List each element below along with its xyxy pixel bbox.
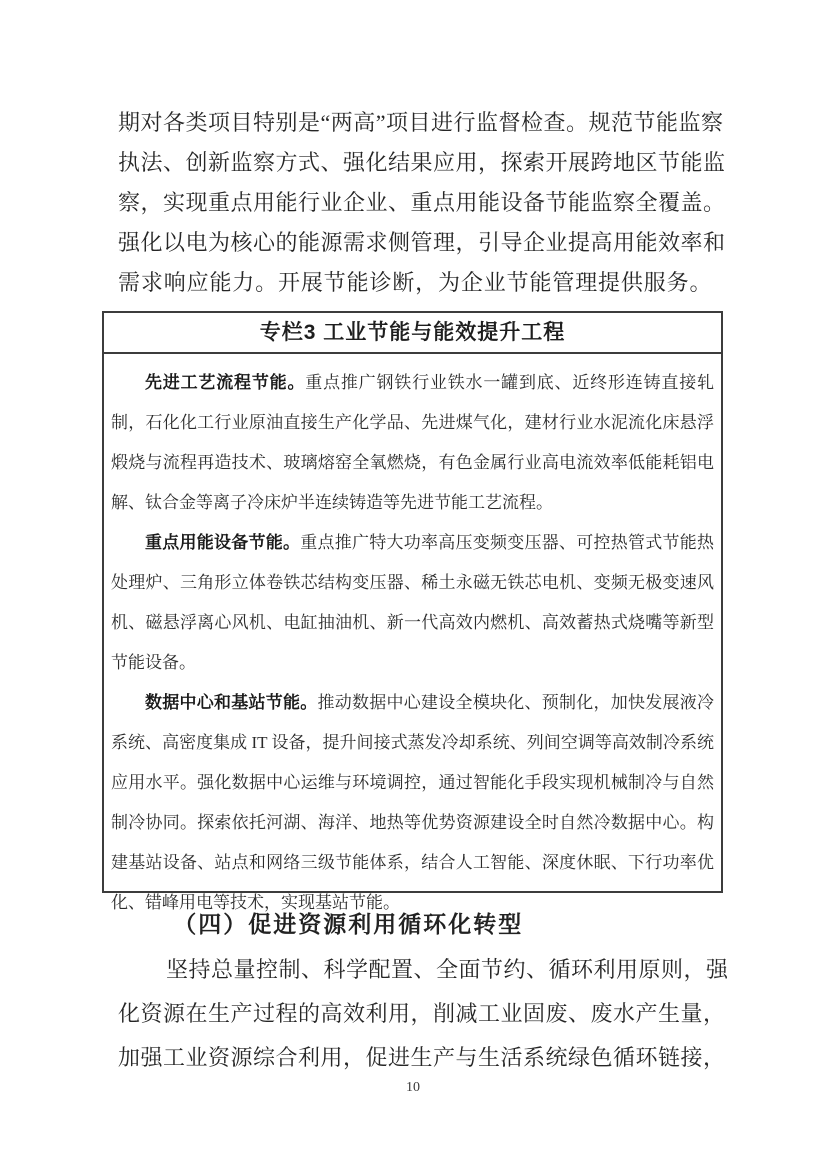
box-paragraph-key-equipment bbox=[111, 523, 714, 683]
text-line: 坚持总量控制、科学配置、全面节约、循环利用原则，强 bbox=[166, 957, 729, 982]
text-line: 察，实现重点用能行业企业、重点用能设备节能监察全覆盖。 bbox=[118, 190, 726, 215]
column-box-3 bbox=[102, 311, 723, 912]
text-line: 执法、创新监察方式、强化结果应用，探索开展跨地区节能监 bbox=[118, 150, 726, 175]
box-paragraph-datacenter-basestation bbox=[111, 683, 714, 923]
section-body-paragraph bbox=[118, 948, 729, 1080]
section-heading: （四）促进资源利用循环化转型 bbox=[173, 912, 524, 937]
box-paragraph-advanced-process bbox=[111, 363, 714, 523]
intro-paragraph bbox=[118, 103, 726, 303]
text-line: 需求响应能力。开展节能诊断，为企业节能管理提供服务。 bbox=[118, 270, 712, 295]
paragraph-lead: 先进工艺流程节能。 bbox=[145, 373, 306, 392]
page-number: 10 bbox=[406, 1080, 420, 1095]
column-box-body bbox=[104, 354, 721, 923]
text-line: 期对各类项目特别是“两高”项目进行监督检查。规范节能监察 bbox=[118, 110, 724, 135]
paragraph-text: 推动数据中心建设全模块化、预制化，加快发展液冷系统、高密度集成 IT 设备，提升间接式蒸发冷却系统、列间空调等高效制冷系统应用水平。强化数据中心运维与环境调控，通过智能化手段实现机械制冷与自然制冷协同。探索依托河湖、海洋、地热等优势资源建设全时自然冷数据中心。构建基站设备、站点和网络三级节能体系，结合人工智能、深度休眠、下行功率优化、错峰用电等技术，实现基站节能。 bbox=[111, 693, 714, 912]
paragraph-text: 重点推广特大功率高压变频变压器、可控热管式节能热处理炉、三角形立体卷铁芯结构变压器、稀土永磁无铁芯电机、变频无极变速风机、磁悬浮离心风机、电缸抽油机、新一代高效内燃机、高效蓄热式烧嘴等新型节能设备。 bbox=[111, 533, 714, 672]
paragraph-lead: 重点用能设备节能。 bbox=[145, 533, 301, 552]
paragraph-lead: 数据中心和基站节能。 bbox=[145, 693, 318, 712]
text-line: 加强工业资源综合利用，促进生产与生活系统绿色循环链接， bbox=[118, 1045, 726, 1070]
column-box-title: 专栏3 工业节能与能效提升工程 bbox=[104, 313, 721, 354]
text-line: 强化以电为核心的能源需求侧管理，引导企业提高用能效率和 bbox=[118, 230, 726, 255]
paragraph-text: 重点推广钢铁行业铁水一罐到底、近终形连铸直接轧制，石化化工行业原油直接生产化学品、先进煤气化，建材行业水泥流化床悬浮煅烧与流程再造技术、玻璃熔窑全氧燃烧，有色金属行业高电流效率低能耗铝电解、钛合金等离子冷床炉半连续铸造等先进节能工艺流程。 bbox=[111, 373, 715, 512]
text-line: 化资源在生产过程的高效利用，削减工业固废、废水产生量， bbox=[118, 1001, 726, 1026]
